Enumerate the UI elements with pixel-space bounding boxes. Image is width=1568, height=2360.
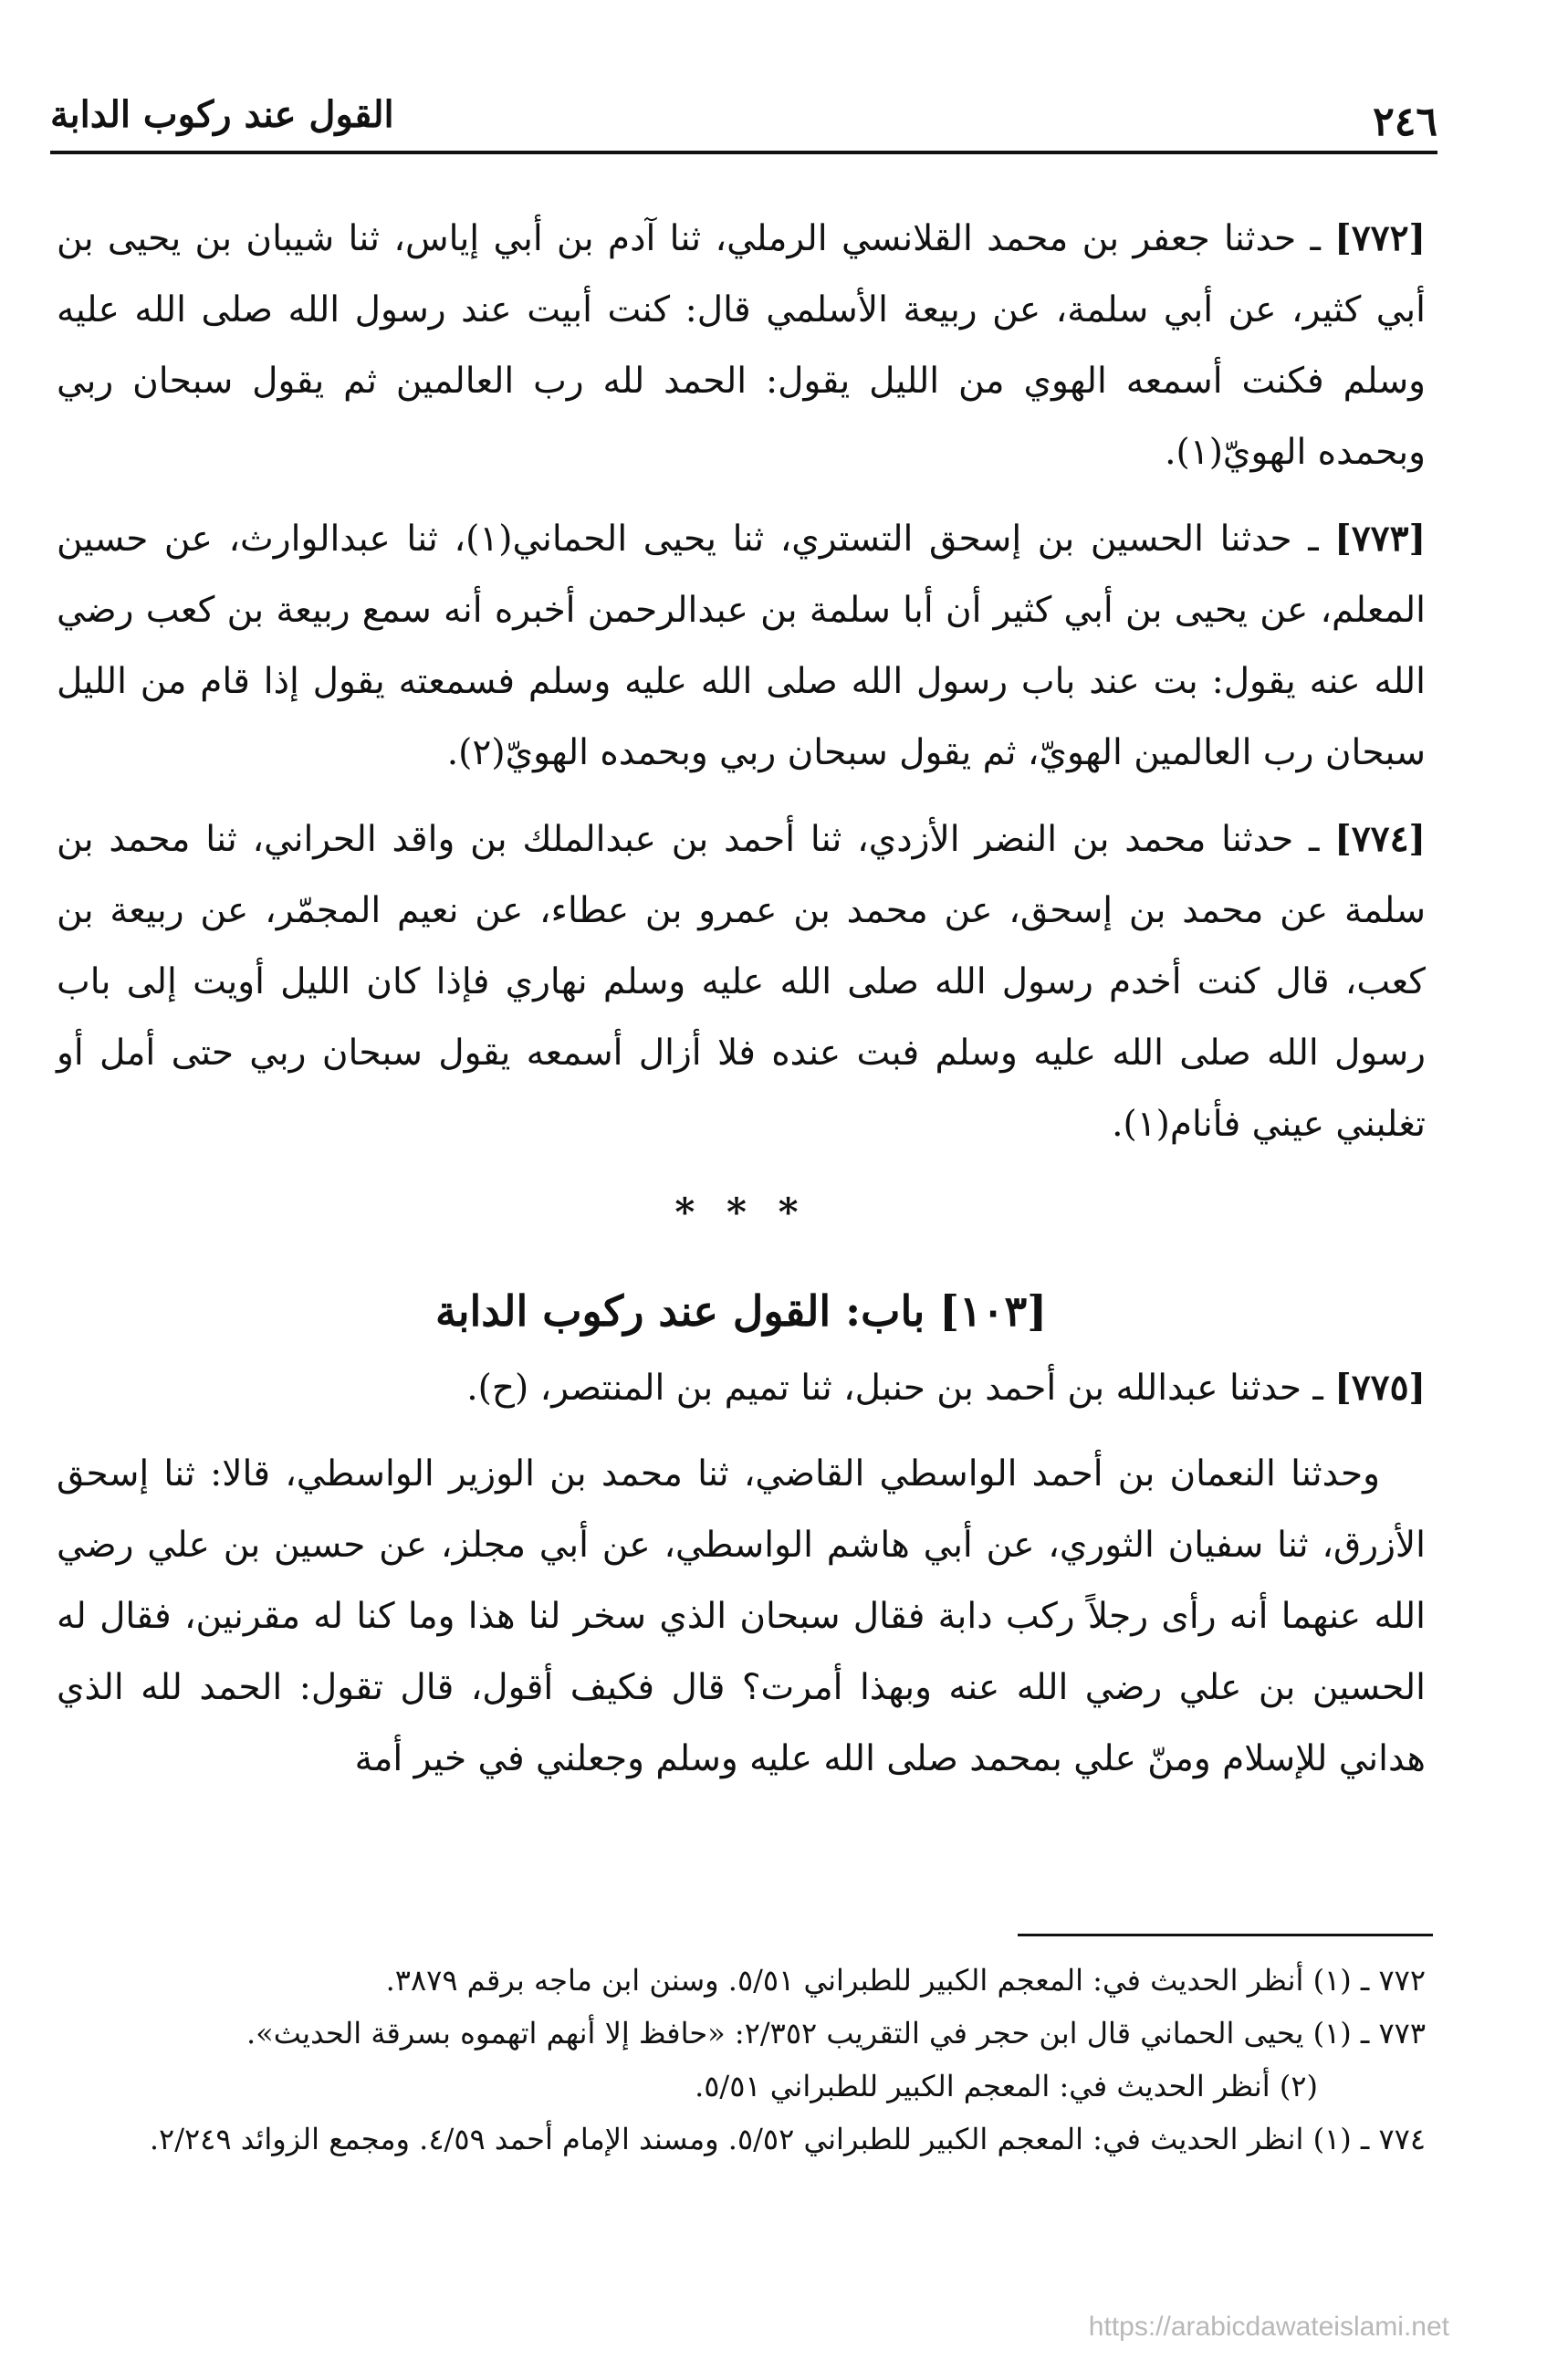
- chapter-heading: [١٠٣] باب: القول عند ركوب الدابة: [435, 1286, 1047, 1336]
- footnote-773-2: (٢) أنظر الحديث في: المعجم الكبير للطبراني ٥/٥١.: [695, 2069, 1318, 2103]
- section-separator: * * *: [674, 1190, 808, 1234]
- footnote-774-1: ٧٧٤ ـ (١) انظر الحديث في: المعجم الكبير للطبراني ٥/٥٢. ومسند الإمام أحمد ٤/٥٩. ومجمع الزوائد ٢/٢٤٩.: [149, 2122, 1426, 2156]
- hadith-text: ـ حدثنا عبدالله بن أحمد بن حنبل، ثنا تميم بن المنتصر، (ح).: [466, 1368, 1335, 1409]
- hadith-number: [٧٧٢]: [1334, 217, 1426, 259]
- running-header: [50, 80, 1437, 144]
- hadith-773: [57, 503, 1426, 789]
- footnote-772-1: ٧٧٢ ـ (١) أنظر الحديث في: المعجم الكبير للطبراني ٥/٥١. وسنن ابن ماجه برقم ٣٨٧٩.: [385, 1963, 1426, 1998]
- page-number: ٢٤٦: [1373, 99, 1437, 145]
- hadith-text: ـ حدثنا محمد بن النضر الأزدي، ثنا أحمد بن عبدالملك بن واقد الحراني، ثنا محمد بن سلمة عن محمد بن إسحق، عن محمد بن عمرو بن عطاء، عن نعيم المجمّر، عن ربيعة بن كعب، قال كنت أخدم رسول الله صلى الله عليه وسلم نهاري فإذا كان الليل أويت إلى باب رسول الله صلى الله عليه وسلم فبت عنده فلا أزال أسمعه يقول سبحان ربي حتى أمل أو تغلبني عيني فأنام(١).: [57, 819, 1426, 1145]
- hadith-text: ـ حدثنا الحسين بن إسحق التستري، ثنا يحيى الحماني(١)، ثنا عبدالوارث، عن حسين المعلم، عن يحيى بن أبي كثير أن أبا سلمة بن عبدالرحمن أخبره أنه سمع ربيعة بن كعب رضي الله عنه يقول: بت عند باب رسول الله صلى الله عليه وسلم فسمعته يقول إذا قام من الليل سبحان رب العالمين الهويّ، ثم يقول سبحان ربي وبحمده الهويّ(٢).: [57, 519, 1426, 773]
- header-divider: [50, 151, 1437, 154]
- footnote-773-1: ٧٧٣ ـ (١) يحيى الحماني قال ابن حجر في التقريب ٢/٣٥٢: «حافظ إلا أنهم اتهموه بسرقة الحديث».: [246, 2016, 1426, 2051]
- footnote-divider: [1018, 1934, 1433, 1936]
- hadith-775: [57, 1352, 1426, 1424]
- hadith-772: [57, 203, 1426, 488]
- hadith-number: [٧٧٣]: [1334, 518, 1427, 560]
- footnotes: [57, 1954, 1426, 2166]
- hadith-number: [٧٧٥]: [1334, 1367, 1426, 1409]
- hadith-774: [57, 803, 1426, 1160]
- running-title: القول عند ركوب الدابة: [50, 93, 394, 136]
- main-text: [57, 203, 1426, 1809]
- hadith-775-continuation: وحدثنا النعمان بن أحمد الواسطي القاضي، ثنا محمد بن الوزير الواسطي، قالا: ثنا إسحق الأزرق، ثنا سفيان الثوري، عن أبي هاشم الواسطي، عن أبي مجلز، عن حسين بن علي رضي الله عنهما أنه رأى رجلاً ركب دابة فقال سبحان الذي سخر لنا هذا وما كنا له مقرنين، فقال له الحسين بن علي رضي الله عنه وبهذا أمرت؟ قال فكيف أقول، قال تقول: الحمد لله الذي هداني للإسلام ومنّ علي بمحمد صلى الله عليه وسلم وجعلني في خير أمة: [57, 1453, 1426, 1779]
- hadith-text: ـ حدثنا جعفر بن محمد القلانسي الرملي، ثنا آدم بن أبي إياس، ثنا شيبان بن يحيى بن أبي كثير، عن أبي سلمة، عن ربيعة الأسلمي قال: كنت أبيت عند رسول الله صلى الله عليه وسلم فكنت أسمعه الهوي من الليل يقول: الحمد لله رب العالمين ثم يقول سبحان ربي وبحمده الهويّ(١).: [57, 218, 1426, 473]
- watermark-url: https://arabicdawateislami.net: [1088, 2312, 1449, 2342]
- hadith-number: [٧٧٤]: [1334, 818, 1426, 860]
